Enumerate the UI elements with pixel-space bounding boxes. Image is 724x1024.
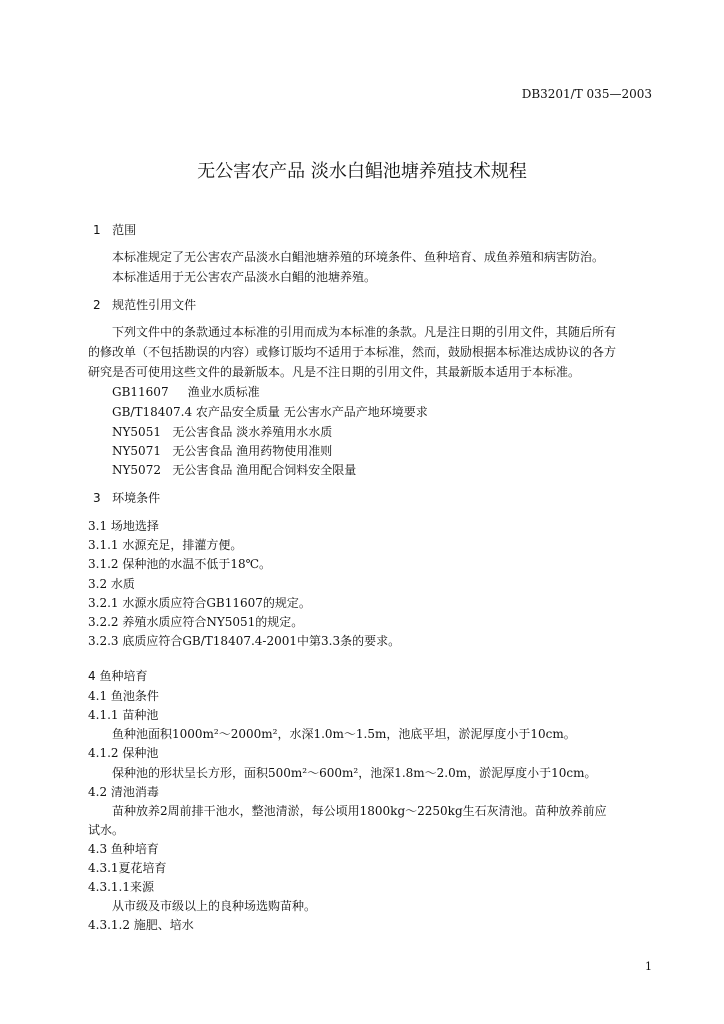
reference-item: NY5072 无公害食品 渔用配合饲料安全限量 [112,463,357,477]
clause-line: 3.2.2 养殖水质应符合NY5051的规定。 [88,615,304,629]
section-4-heading: 4 鱼种培育 [88,669,148,683]
clause-line: 试水。 [88,823,125,837]
clause-line: 3.1.2 保种池的水温不低于18℃。 [88,557,272,571]
reference-item: GB11607 渔业水质标准 [112,385,260,399]
section-1-heading: 1 范围 [93,223,137,237]
clause-line: 从市级及市级以上的良种场选购苗种。 [112,899,317,913]
subsection-heading: 4.3 鱼种培育 [88,842,159,856]
subsection-heading: 3.1 场地选择 [88,519,159,533]
document-title: 无公害农产品 淡水白鲳池塘养殖技术规程 [197,161,527,182]
section-2-para-line-2: 的修改单（不包括勘误的内容）或修订版均不适用于本标准，然而，鼓励根据本标准达成协议的各方 [88,345,617,359]
section-1-para-1: 本标准规定了无公害农产品淡水白鲳池塘养殖的环境条件、鱼种培育、成鱼养殖和病害防治。 [112,250,605,264]
reference-item: NY5051 无公害食品 淡水养殖用水水质 [112,425,333,439]
clause-line: 鱼种池面积1000m²～2000m²，水深1.0m～1.5m，池底平坦，淤泥厚度小于10cm。 [112,727,576,741]
subsection-heading: 4.3.1.1来源 [88,880,154,894]
section-2-para-line-1: 下列文件中的条款通过本标准的引用而成为本标准的条款。凡是注日期的引用文件，其随后所有 [112,325,617,339]
subsection-heading: 4.2 清池消毒 [88,785,159,799]
subsection-heading: 4.3.1.2 施肥、培水 [88,918,194,932]
section-2-heading: 2 规范性引用文件 [93,298,197,312]
subsection-heading: 4.1.1 苗种池 [88,708,159,722]
clause-line: 保种池的形状呈长方形，面积500m²～600m²，池深1.8m～2.0m，淤泥厚度小于10cm。 [112,766,597,780]
section-1-para-2: 本标准适用于无公害农产品淡水白鲳的池塘养殖。 [112,270,377,284]
clause-line: 3.1.1 水源充足，排灌方便。 [88,538,243,552]
subsection-heading: 4.3.1夏花培育 [88,861,167,875]
reference-item: NY5071 无公害食品 渔用药物使用准则 [112,444,333,458]
section-3-heading: 3 环境条件 [93,491,161,505]
clause-line: 3.2.1 水源水质应符合GB11607的规定。 [88,596,311,610]
subsection-heading: 3.2 水质 [88,577,135,591]
reference-item: GB/T18407.4 农产品安全质量 无公害水产品产地环境要求 [112,405,428,419]
subsection-heading: 4.1.2 保种池 [88,746,159,760]
standard-code: DB3201/T 035—2003 [521,87,652,101]
page-number: 1 [645,960,652,973]
clause-line: 苗种放养2周前排干池水，整池清淤，每公顷用1800kg～2250kg生石灰清池。苗种放养前应 [112,804,607,818]
section-2-para-line-3: 研究是否可使用这些文件的最新版本。凡是不注日期的引用文件，其最新版本适用于本标准。 [88,365,581,379]
clause-line: 3.2.3 底质应符合GB/T18407.4-2001中第3.3条的要求。 [88,634,401,648]
subsection-heading: 4.1 鱼池条件 [88,689,159,703]
